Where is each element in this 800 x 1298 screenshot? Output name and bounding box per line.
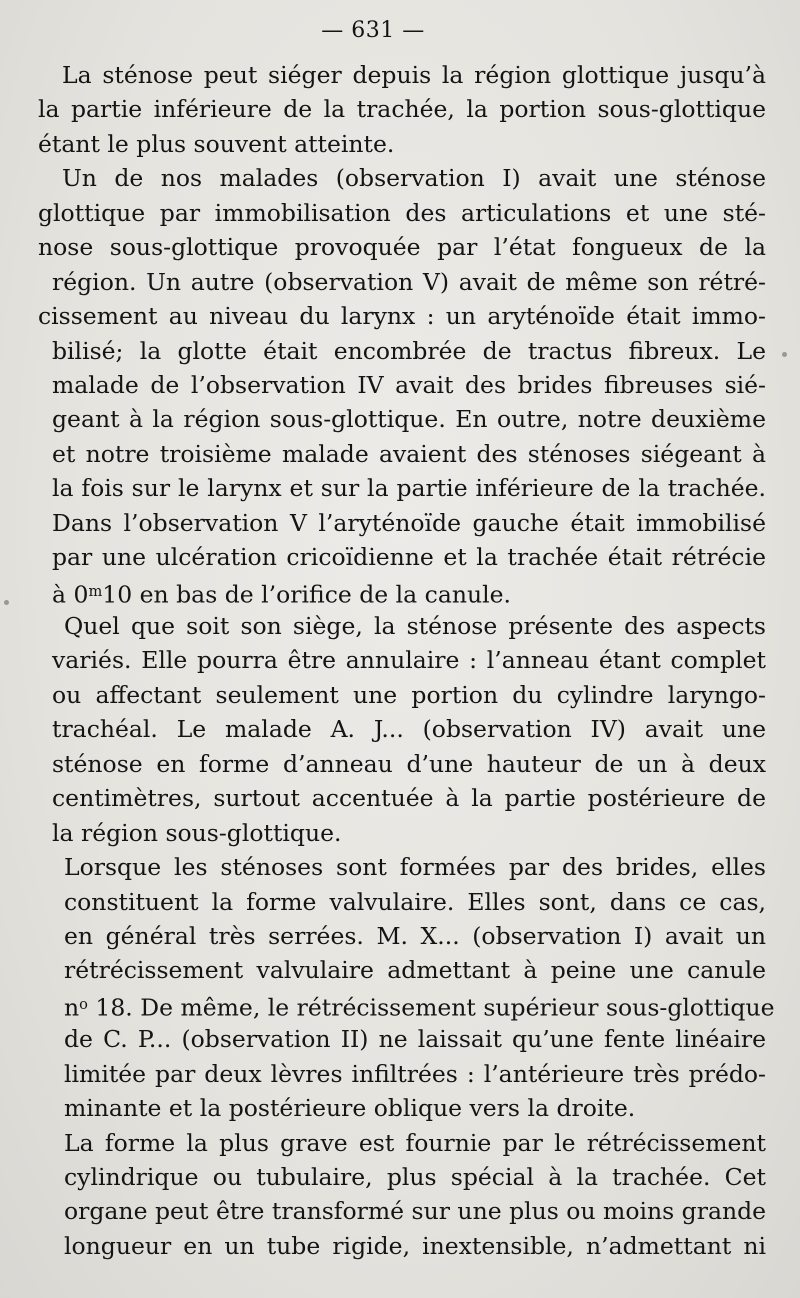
text-line-content: limitée par deux lèvres infiltrées : l’antérieure très prédo- — [64, 1059, 766, 1088]
text-line-content: ou affectant seulement une portion du cylindre laryngo- — [52, 680, 766, 709]
text-line-content: Un de nos malades (observation I) avait une sténose — [62, 164, 766, 193]
text-line-content: organe peut être transformé sur une plus ou moins grande — [64, 1197, 767, 1226]
text-line — [38, 368, 766, 402]
text-line-content: bilisé; la glotte était encombrée de tractus fibreux. Le — [52, 336, 766, 365]
text-line — [38, 712, 766, 746]
text-line — [38, 334, 766, 368]
text-line — [38, 1194, 766, 1228]
text-line — [38, 506, 766, 540]
text-line-content: en général très serrées. M. X... (observation I) avait un — [64, 921, 766, 950]
text-line — [38, 127, 766, 161]
text-line-content: n — [64, 993, 80, 1022]
text-line-content: La sténose peut siéger depuis la région glottique jusqu’à — [62, 61, 766, 89]
text-line-content: Lorsque les sténoses sont formées par des brides, elles — [64, 853, 766, 882]
page-number: — 631 — — [321, 18, 425, 43]
text-line-content: Quel que soit son siège, la sténose présente des aspects — [64, 612, 766, 640]
text-line — [38, 1126, 766, 1160]
text-line — [38, 885, 766, 919]
text-line — [38, 437, 766, 471]
text-line-content: minante et la postérieure oblique vers la droite. — [64, 1094, 636, 1123]
text-line-content: région. Un autre (observation V) avait de même son rétré- — [52, 267, 766, 296]
text-line — [38, 1022, 766, 1056]
text-line-content: Dans l’observation V l’aryténoïde gauche était immobilisé — [52, 508, 766, 537]
text-line-content: la région sous-glottique. — [52, 818, 342, 847]
text-line — [38, 1160, 766, 1194]
superscript: m — [88, 582, 103, 600]
text-line-content: cylindrique ou tubulaire, plus spécial à la trachée. Cet — [64, 1163, 766, 1191]
text-line-content: cissement au niveau du larynx : un aryténoïde était immo- — [38, 302, 766, 331]
text-line — [38, 92, 766, 126]
text-line-content: rétrécissement valvulaire admettant à peine une canule — [64, 956, 766, 985]
text-line — [38, 58, 766, 92]
body-text — [38, 58, 775, 1263]
text-line — [38, 1091, 766, 1125]
text-line-content: à 0 — [52, 580, 89, 609]
text-line-content: la fois sur le larynx et sur la partie inférieure de la trachée. — [52, 474, 766, 503]
text-line — [38, 299, 766, 333]
text-line-content: centimètres, surtout accentuée à la partie postérieure de — [52, 784, 766, 813]
text-line-content: de C. P... (observation II) ne laissait qu’une fente linéaire — [64, 1025, 766, 1054]
text-line-content: la partie inférieure de la trachée, la portion sous-glottique — [38, 95, 766, 124]
text-line-content: trachéal. Le malade A. J... (observation IV) avait une — [52, 715, 766, 744]
text-line-content: 18. De même, le rétrécissement supérieur sous-glottique — [87, 993, 775, 1022]
text-line — [38, 816, 766, 850]
text-line — [38, 678, 766, 712]
text-line-content: nose sous-glottique provoquée par l’état fongueux de la — [38, 233, 766, 262]
paper-speck — [4, 600, 9, 605]
text-line-content: geant à la région sous-glottique. En outre, notre deuxième — [52, 405, 766, 434]
text-line-content: glottique par immobilisation des articulations et une sté- — [38, 198, 766, 227]
text-line — [38, 609, 766, 643]
text-line — [38, 575, 766, 609]
text-line — [38, 471, 766, 505]
text-line — [38, 919, 766, 953]
text-line — [38, 540, 766, 574]
text-line — [38, 747, 766, 781]
text-line-content: sténose en forme d’anneau d’une hauteur de un à deux — [52, 749, 766, 778]
text-line-content: longueur en un tube rigide, inextensible, n’admettant ni — [64, 1231, 766, 1260]
text-line-content: variés. Elle pourra être annulaire : l’anneau étant complet — [52, 646, 766, 675]
text-line-content: par une ulcération cricoïdienne et la trachée était rétrécie — [52, 543, 766, 572]
text-line — [38, 161, 766, 195]
paper-speck — [782, 352, 787, 357]
text-line — [38, 265, 766, 299]
text-line-content: 10 en bas de l’orifice de la canule. — [102, 580, 511, 609]
text-line — [38, 196, 766, 230]
text-line — [38, 1057, 766, 1091]
text-line-content: étant le plus souvent atteinte. — [38, 129, 395, 158]
superscript: o — [79, 995, 88, 1013]
text-line — [38, 402, 766, 436]
text-line — [38, 781, 766, 815]
text-line — [38, 850, 766, 884]
text-line — [38, 1229, 766, 1263]
text-line-content: La forme la plus grave est fournie par le rétrécissement — [64, 1128, 766, 1157]
text-line-content: et notre troisième malade avaient des sténoses siégeant à — [52, 439, 766, 468]
text-line-content: malade de l’observation IV avait des brides fibreuses sié- — [52, 370, 766, 399]
text-line — [38, 988, 775, 1022]
text-line-content: constituent la forme valvulaire. Elles sont, dans ce cas, — [64, 887, 766, 916]
text-line — [38, 953, 766, 987]
text-line — [38, 230, 766, 264]
text-line — [38, 643, 766, 677]
